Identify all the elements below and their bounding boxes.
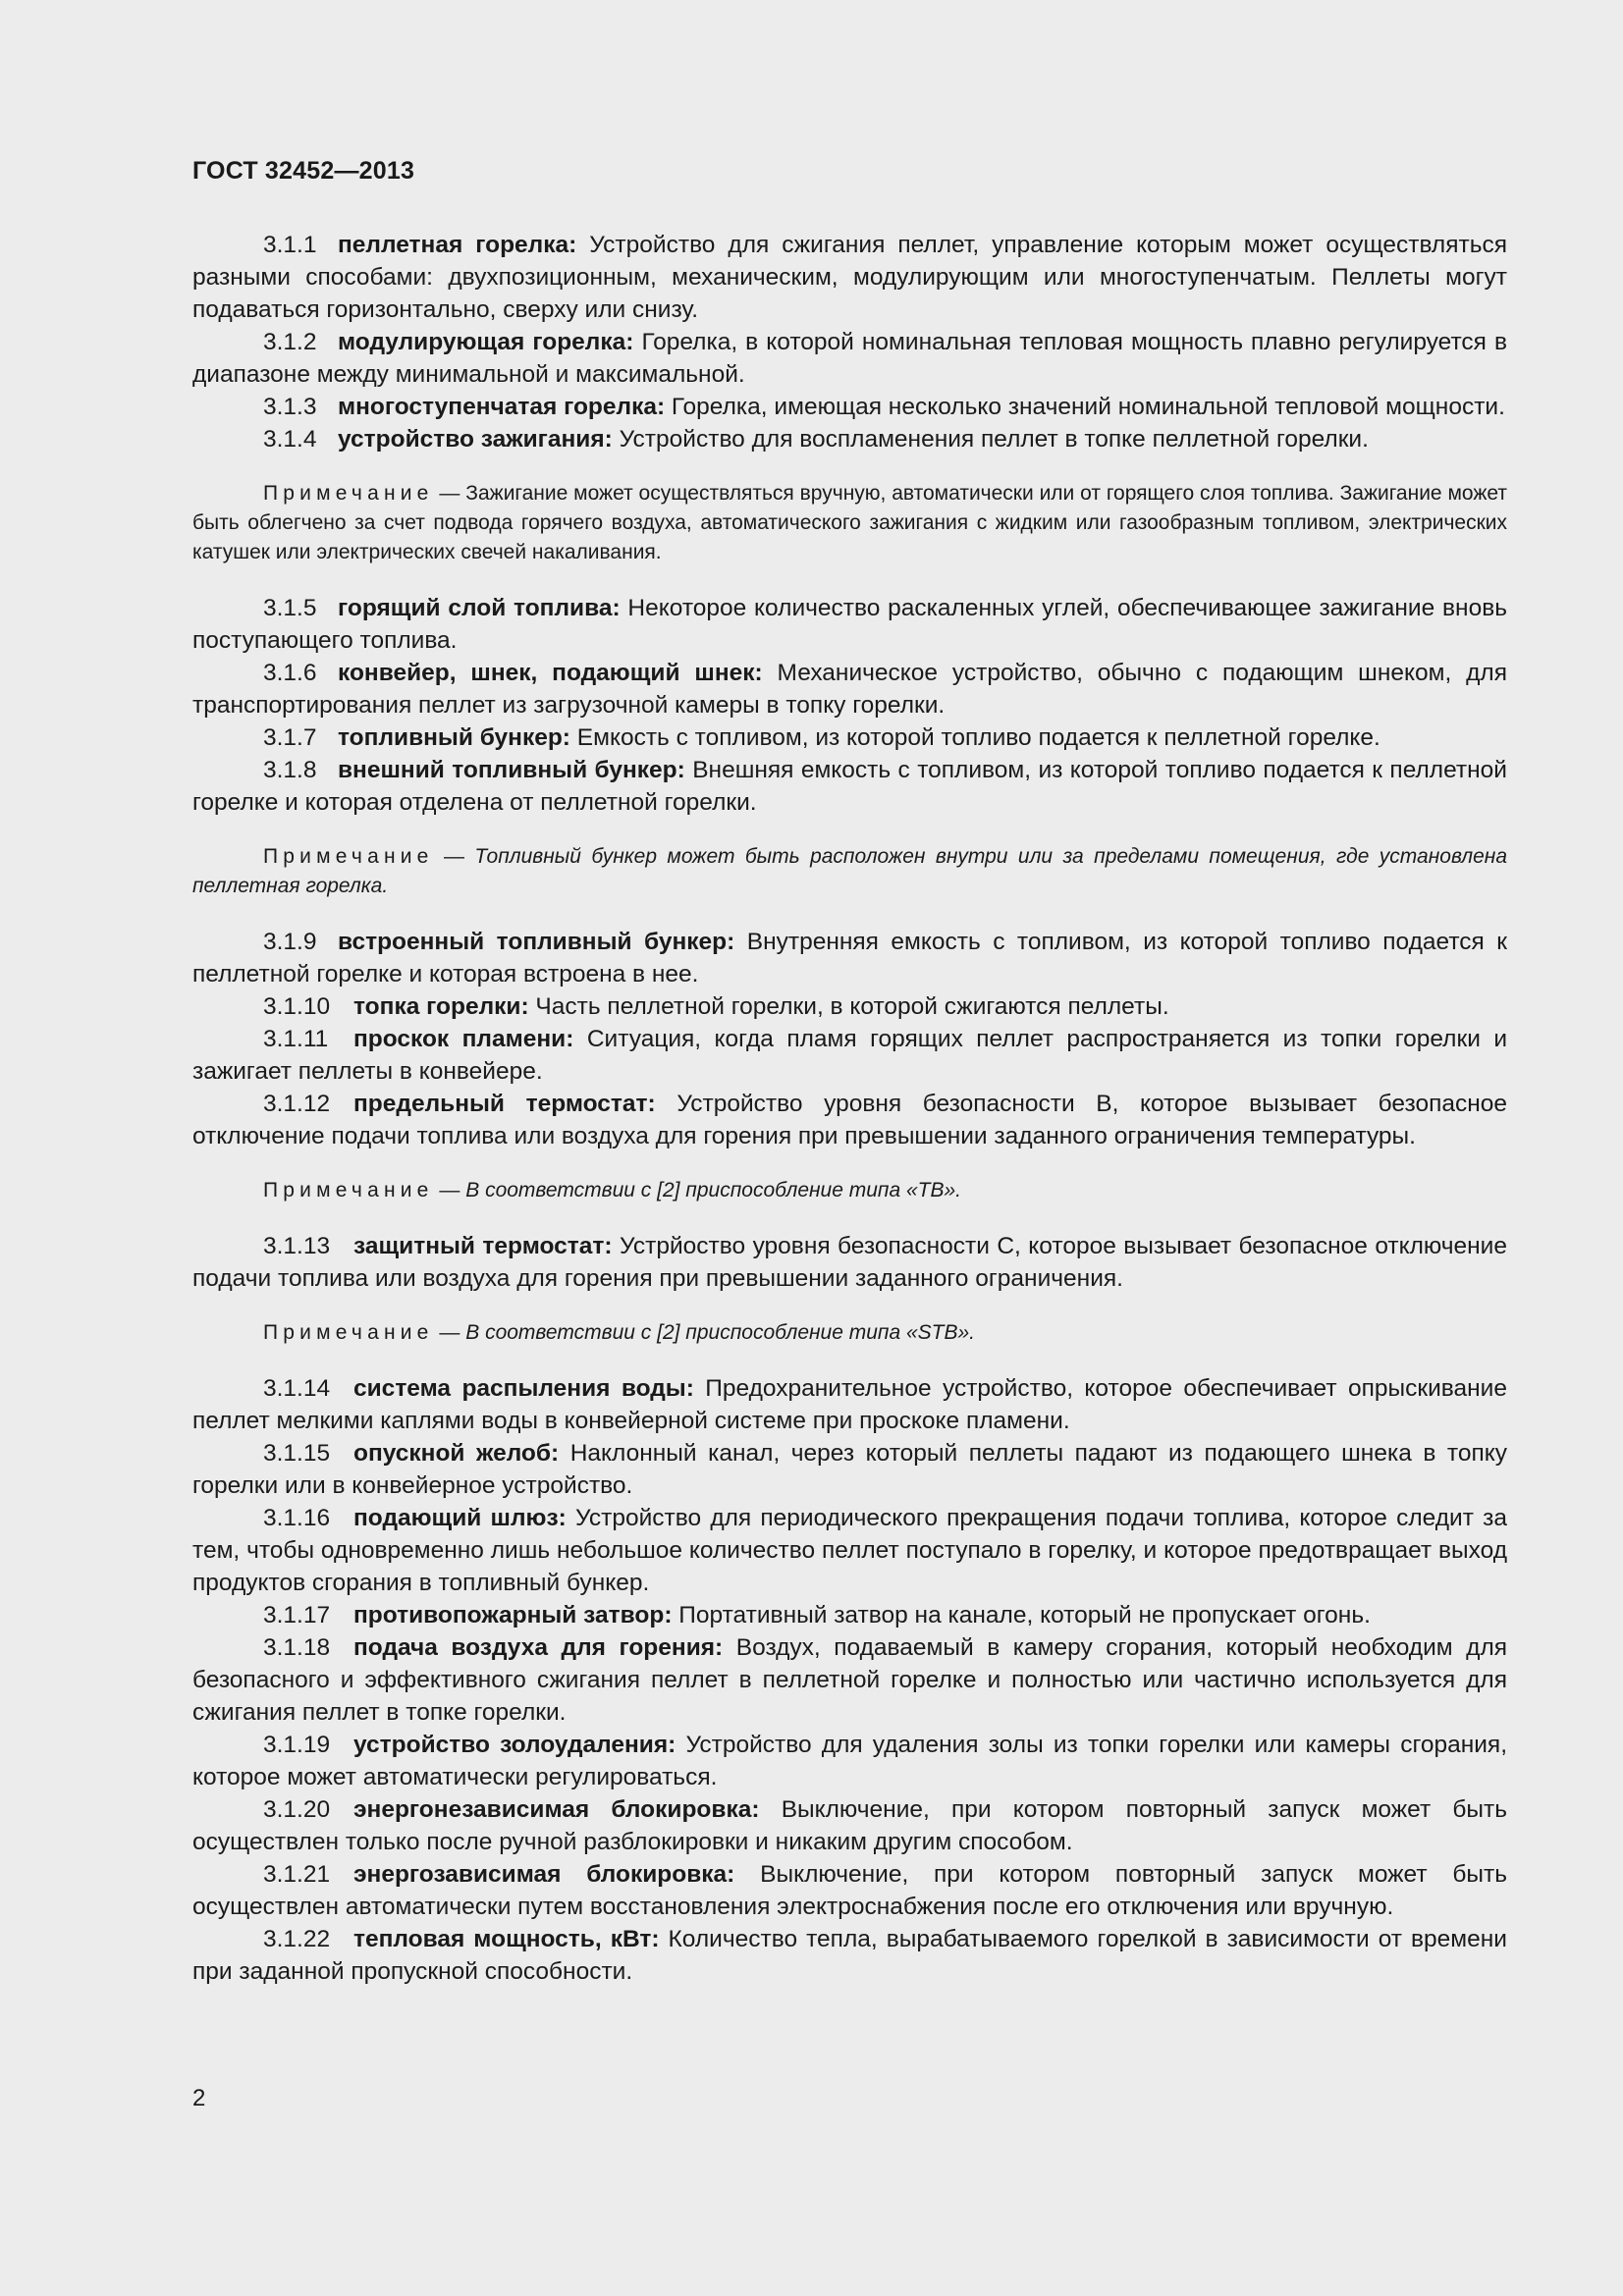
term-3-1-16 <box>192 1502 1507 1599</box>
term-3-1-8 <box>192 754 1507 819</box>
term-3-1-14 <box>192 1372 1507 1437</box>
note-dash: — <box>433 845 475 868</box>
note-label: Примечание <box>263 482 434 505</box>
term-name: горящий слой топлива: <box>338 595 621 621</box>
term-name: подача воздуха для горения: <box>353 1634 724 1661</box>
term-name: конвейер, шнек, подающий шнек: <box>338 660 763 686</box>
term-name: система распыления воды: <box>353 1375 694 1402</box>
term-number: 3.1.5 <box>263 595 317 621</box>
term-definition: Выключение, при котором повторный запуск может быть осуществлен автоматически путем восстановления электроснабжения после его отключения или вручную. <box>192 1861 1508 1920</box>
term-number: 3.1.20 <box>263 1796 331 1823</box>
term-number: 3.1.18 <box>263 1634 331 1661</box>
note-tb <box>192 1176 1507 1205</box>
term-number: 3.1.19 <box>263 1732 331 1758</box>
term-name: опускной желоб: <box>353 1440 560 1467</box>
term-name: внешний топливный бункер: <box>338 757 685 783</box>
document-page <box>192 157 1507 1988</box>
term-number: 3.1.3 <box>263 394 317 420</box>
note-text: В соответствии с [2] приспособление типа «ТВ». <box>465 1179 962 1201</box>
term-definition: Емкость с топливом, из которой топливо подается к пеллетной горелке. <box>569 724 1380 751</box>
term-name: проскок пламени: <box>353 1026 574 1052</box>
term-number: 3.1.22 <box>263 1926 331 1952</box>
term-name: устройство зажигания: <box>338 426 613 453</box>
term-3-1-17 <box>192 1599 1507 1631</box>
term-definition: Внешняя емкость с топливом, из которой топливо подается к пеллетной горелке и которая отделена от пеллетной горелки. <box>192 757 1507 816</box>
term-3-1-18 <box>192 1631 1507 1729</box>
note-fuel-bunker <box>192 842 1507 901</box>
term-definition: Горелка, в которой номинальная тепловая мощность плавно регулируется в диапазоне между минимальной и максимальной. <box>192 329 1507 388</box>
term-3-1-2 <box>192 326 1507 391</box>
term-name: энергозависимая блокировка: <box>353 1861 735 1888</box>
term-3-1-10 <box>192 990 1507 1023</box>
term-number: 3.1.9 <box>263 929 317 955</box>
term-number: 3.1.8 <box>263 757 317 783</box>
page-number: 2 <box>192 2085 206 2111</box>
term-number: 3.1.17 <box>263 1602 331 1629</box>
term-name: противопожарный затвор: <box>353 1602 673 1629</box>
term-definition: Устройство для воспламенения пеллет в топке пеллетной горелки. <box>612 426 1369 453</box>
note-label: Примечание <box>263 845 434 868</box>
term-number: 3.1.6 <box>263 660 317 686</box>
term-definition: Горелка, имеющая несколько значений номинальной тепловой мощности. <box>665 394 1505 420</box>
note-stb <box>192 1318 1507 1348</box>
term-3-1-12 <box>192 1088 1507 1152</box>
note-text: Топливный бункер может быть расположен внутри или за пределами помещения, где установлена пеллетная горелка. <box>192 845 1507 897</box>
term-number: 3.1.7 <box>263 724 317 751</box>
term-definition: Предохранительное устройство, которое обеспечивает опрыскивание пеллет мелкими каплями воды в конвейерной системе при проскоке пламени. <box>192 1375 1507 1434</box>
document-header: ГОСТ 32452—2013 <box>192 157 415 185</box>
term-number: 3.1.21 <box>263 1861 331 1888</box>
term-definition: Устройство для удаления золы из топки горелки или камеры сгорания, которое может автоматически регулироваться. <box>192 1732 1508 1790</box>
term-3-1-11 <box>192 1023 1507 1088</box>
term-3-1-7 <box>192 721 1507 754</box>
term-name: топка горелки: <box>353 993 529 1020</box>
term-definition: Устройство уровня безопасности В, которое вызывает безопасное отключение подачи топлива или воздуха для горения при превышении заданного ограничения температуры. <box>192 1091 1508 1149</box>
note-dash: — <box>433 1179 466 1201</box>
note-dash: — <box>433 482 466 505</box>
term-number: 3.1.10 <box>263 993 331 1020</box>
term-definition: Внутренняя емкость с топливом, из которой топливо подается к пеллетной горелке и которая встроена в нее. <box>192 929 1508 988</box>
term-number: 3.1.13 <box>263 1233 331 1259</box>
term-name: устройство золоудаления: <box>353 1732 676 1758</box>
term-definition: Устройство для периодического прекращения подачи топлива, которое следит за тем, чтобы одновременно лишь небольшое количество пеллет поступало в горелку, и которое предотвращает выход продуктов сгорания в топливный бункер. <box>192 1505 1507 1596</box>
term-definition: Портативный затвор на канале, который не пропускает огонь. <box>672 1602 1371 1629</box>
term-name: подающий шлюз: <box>353 1505 567 1531</box>
term-3-1-4 <box>192 423 1507 455</box>
note-dash: — <box>433 1321 466 1344</box>
term-number: 3.1.2 <box>263 329 317 355</box>
term-3-1-9 <box>192 926 1507 990</box>
note-label: Примечание <box>263 1179 434 1201</box>
term-3-1-19 <box>192 1729 1507 1793</box>
term-definition: Воздух, подаваемый в камеру сгорания, который необходим для безопасного и эффективного сжигания пеллет в пеллетной горелке и полностью или частично используется для сжигания пеллет в топке горелки. <box>192 1634 1508 1726</box>
term-name: предельный термостат: <box>353 1091 656 1117</box>
note-text: В соответствии с [2] приспособление типа «STB». <box>465 1321 976 1344</box>
term-name: энергонезависимая блокировка: <box>353 1796 760 1823</box>
term-3-1-13 <box>192 1230 1507 1295</box>
term-3-1-6 <box>192 657 1507 721</box>
term-3-1-1 <box>192 229 1507 326</box>
term-name: пеллетная горелка: <box>338 232 577 258</box>
note-ignition <box>192 479 1507 567</box>
term-definition: Наклонный канал, через который пеллеты падают из подающего шнека в топку горелки или в конвейерное устройство. <box>192 1440 1507 1499</box>
note-label: Примечание <box>263 1321 434 1344</box>
term-definition: Выключение, при котором повторный запуск может быть осуществлен только после ручной разблокировки и никаким другим способом. <box>192 1796 1508 1855</box>
term-number: 3.1.16 <box>263 1505 331 1531</box>
term-name: модулирующая горелка: <box>338 329 634 355</box>
term-name: встроенный топливный бункер: <box>338 929 735 955</box>
term-number: 3.1.1 <box>263 232 317 258</box>
term-name: тепловая мощность, кВт: <box>353 1926 660 1952</box>
term-3-1-22 <box>192 1923 1507 1988</box>
term-definition: Устрйоство уровня безопасности С, которое вызывает безопасное отключение подачи топлива или воздуха для горения при превышении заданного ограничения. <box>192 1233 1507 1292</box>
term-3-1-3 <box>192 391 1507 423</box>
term-number: 3.1.12 <box>263 1091 331 1117</box>
note-text: Зажигание может осуществляться вручную, автоматически или от горящего слоя топлива. Зажигание может быть облегчено за счет подвода горячего воздуха, автоматического зажигания с жидким или газообразным топливом, электрических катушек или электрических свечей накаливания. <box>192 482 1507 563</box>
term-number: 3.1.4 <box>263 426 317 453</box>
term-definition: Ситуация, когда пламя горящих пеллет распространяется из топки горелки и зажигает пеллеты в конвейере. <box>192 1026 1508 1085</box>
term-definition: Механическое устройство, обычно с подающим шнеком, для транспортирования пеллет из загрузочной камеры в топку горелки. <box>192 660 1507 719</box>
term-number: 3.1.14 <box>263 1375 331 1402</box>
term-definition: Устройство для сжигания пеллет, управление которым может осуществляться разными способами: двухпозиционным, механическим, модулирующим или многоступенчатым. Пеллеты могут подаваться горизонтально, сверху или снизу. <box>192 232 1507 323</box>
term-name: топливный бункер: <box>338 724 570 751</box>
term-3-1-21 <box>192 1858 1507 1923</box>
term-3-1-5 <box>192 592 1507 657</box>
term-name: защитный термостат: <box>353 1233 613 1259</box>
term-definition: Часть пеллетной горелки, в которой сжигаются пеллеты. <box>528 993 1169 1020</box>
term-3-1-15 <box>192 1437 1507 1502</box>
term-number: 3.1.15 <box>263 1440 331 1467</box>
term-name: многоступенчатая горелка: <box>338 394 666 420</box>
term-3-1-20 <box>192 1793 1507 1858</box>
term-definition: Количество тепла, вырабатываемого горелкой в зависимости от времени при заданной пропускной способности. <box>192 1926 1507 1985</box>
term-number: 3.1.11 <box>263 1026 329 1052</box>
term-definition: Некоторое количество раскаленных углей, обеспечивающее зажигание вновь поступающего топлива. <box>192 595 1507 654</box>
